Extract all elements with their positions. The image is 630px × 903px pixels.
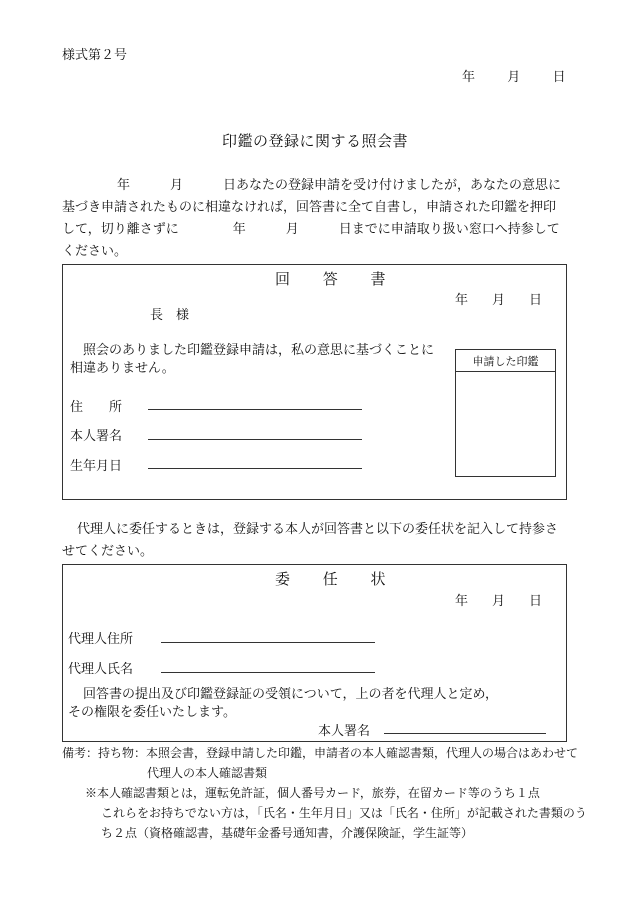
- proxy-address-field[interactable]: [161, 642, 375, 643]
- proxy-note-line-1: 代理人に委任するときは，登録する本人が回答書と以下の委任状を記入して持参さ: [77, 522, 559, 537]
- proxy-date-day: 日: [529, 594, 543, 609]
- intro-line-1: [117, 175, 561, 197]
- proxy-address-label: 代理人住所: [68, 632, 134, 647]
- proxy-name-label: 代理人氏名: [68, 662, 134, 677]
- intro-deadline-year: 年: [232, 222, 246, 237]
- answer-heading: 回 答 書: [275, 270, 400, 288]
- intro-month: 月: [170, 178, 184, 193]
- proxy-signature-field[interactable]: [384, 733, 546, 734]
- answer-body-line-1: 照会のありました印鑑登録申請は，私の意思に基づくことに: [83, 343, 435, 358]
- answer-body-line-2: 相違ありません。: [70, 361, 175, 376]
- intro-text-3b: 日までに申請取り扱い窓口へ持参して: [338, 222, 560, 237]
- document-title: 印鑑の登録に関する照会書: [221, 132, 408, 150]
- seal-label: 申請した印鑑: [472, 355, 539, 368]
- intro-text-1: 日あなたの登録申請を受け付けましたが，あなたの意思に: [223, 178, 562, 193]
- notes-line-3: ※本人確認書類とは，運転免許証，個人番号カード，旅券，在留カード等のうち１点: [85, 786, 540, 800]
- date-top-year: 年: [462, 70, 476, 85]
- date-top: [462, 66, 566, 85]
- birthdate-field[interactable]: [148, 468, 362, 469]
- answer-date: [455, 289, 542, 308]
- intro-text-3: して，切り離さずに: [62, 222, 179, 237]
- proxy-note-line-2: せてください。: [62, 544, 154, 559]
- form-number: 様式第２号: [62, 48, 128, 63]
- answer-date-year: 年: [455, 293, 469, 308]
- signature-field[interactable]: [148, 439, 362, 440]
- address-label: 住 所: [70, 400, 123, 415]
- answer-date-day: 日: [529, 293, 543, 308]
- date-top-month: 月: [507, 70, 521, 85]
- proxy-body-line-1: 回答書の提出及び印鑑登録証の受領について，上の者を代理人と定め，: [83, 687, 498, 702]
- answer-date-month: 月: [492, 293, 506, 308]
- address-field[interactable]: [148, 409, 362, 410]
- notes-line-4: これらをお持ちでない方は，「氏名・生年月日」又は「氏名・住所」が記載された書類のう: [101, 806, 587, 820]
- answer-addressee: 長 様: [150, 308, 190, 323]
- seal-box-divider: [455, 371, 555, 372]
- birthdate-label: 生年月日: [70, 459, 123, 474]
- notes-line-2: 代理人の本人確認書類: [147, 766, 268, 780]
- intro-deadline-month: 月: [285, 222, 299, 237]
- intro-year: 年: [117, 178, 131, 193]
- signature-label: 本人署名: [70, 429, 123, 444]
- notes-line-5: ち２点（資格確認書，基礎年金番号通知書，介護保険証，学生証等）: [101, 826, 474, 840]
- proxy-name-field[interactable]: [161, 672, 375, 673]
- proxy-date: [455, 590, 542, 609]
- proxy-signature-label: 本人署名: [318, 724, 371, 739]
- proxy-date-month: 月: [492, 594, 506, 609]
- proxy-date-year: 年: [455, 594, 469, 609]
- intro-line-3: [62, 219, 560, 241]
- notes-line-1: 備考：持ち物：本照会書，登録申請した印鑑，申請者の本人確認書類，代理人の場合はあわせて: [62, 746, 579, 760]
- proxy-body-line-2: その権限を委任いたします。: [68, 705, 236, 720]
- intro-line-2: 基づき申請されたものに相違なければ，回答書に全て自書し，申請された印鑑を押印: [62, 200, 557, 215]
- intro-line-4: ください。: [62, 244, 128, 259]
- date-top-day: 日: [552, 70, 566, 85]
- proxy-heading: 委 任 状: [275, 570, 400, 588]
